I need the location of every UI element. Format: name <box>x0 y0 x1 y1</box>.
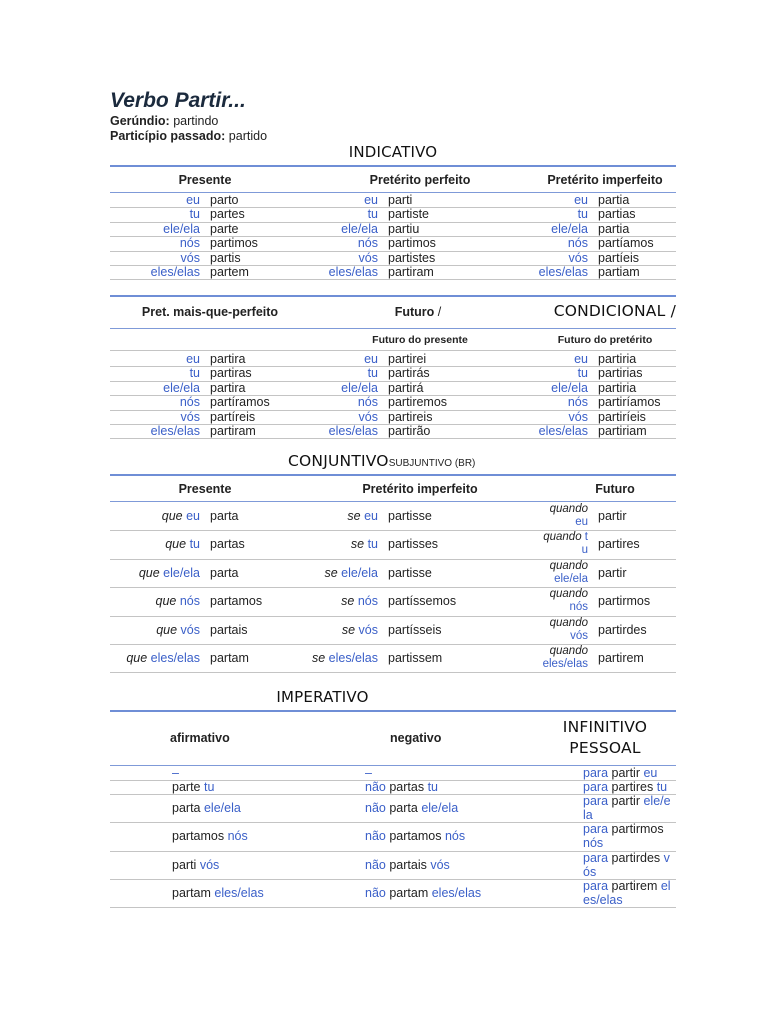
quando-line1 <box>510 560 588 573</box>
pronoun: ele/ela <box>163 565 200 580</box>
para-word: para <box>583 879 609 893</box>
infinitivo-line1 <box>583 822 678 836</box>
se-word: se <box>311 651 326 665</box>
empty-dash: – <box>172 766 179 780</box>
pronoun: eles/elas <box>328 651 378 665</box>
pronoun: vós <box>570 629 588 642</box>
pronoun-wrap: nós <box>583 836 604 850</box>
table-row <box>110 616 676 645</box>
infinitivo-title-line1: INFINITIVO <box>562 718 648 736</box>
verb-form: partas <box>389 780 425 794</box>
quando-line1 <box>510 503 588 516</box>
verb-form: partas <box>210 537 245 552</box>
pronoun: ele/ela <box>341 380 378 395</box>
que-pronoun <box>110 616 200 644</box>
table-row <box>110 822 676 852</box>
que-pronoun <box>110 587 200 615</box>
pronoun: eles/elas <box>538 424 588 438</box>
verb-form: partíramos <box>210 395 270 410</box>
verb-form: partamos <box>389 829 442 843</box>
pronoun: eu <box>364 352 378 366</box>
verb-form: partiríeis <box>598 409 646 424</box>
quando-pronoun <box>510 531 588 557</box>
table-row <box>110 766 676 781</box>
imperativo-header-negativo: negativo <box>390 731 442 745</box>
futuro-presente-subheader: Futuro do presente <box>372 334 468 346</box>
nao-word: não <box>365 780 386 794</box>
negativo-form <box>365 822 465 851</box>
pronoun: ele/ela <box>551 221 588 236</box>
pronoun: tu <box>427 780 439 794</box>
empty-dash: – <box>365 766 372 780</box>
se-pronoun <box>260 616 378 644</box>
pronoun: eu <box>574 352 588 366</box>
table-row <box>110 236 676 251</box>
para-word: para <box>583 851 609 865</box>
pronoun: vós <box>180 622 200 637</box>
pronoun: tu <box>203 780 215 794</box>
infinitivo-line1 <box>583 794 678 808</box>
pronoun: vós <box>358 409 378 424</box>
nao-word: não <box>365 858 386 872</box>
verb-form: partirmos <box>598 594 651 609</box>
quando-pronoun <box>510 560 588 586</box>
verb-form: partirdes <box>611 851 661 865</box>
table-row <box>110 410 676 425</box>
verb-form: partirá <box>388 380 424 395</box>
verb-form: partíamos <box>598 236 654 251</box>
table-row <box>110 366 676 381</box>
pronoun: vós <box>568 250 588 265</box>
verb-form: partamos <box>210 594 263 609</box>
table-row <box>110 502 676 531</box>
table-row <box>110 395 676 410</box>
se-word: se <box>341 594 355 609</box>
se-word: se <box>350 537 365 552</box>
pronoun: vós <box>199 858 220 872</box>
verb-form: partirás <box>388 366 430 381</box>
table-row <box>110 794 676 823</box>
verb-form: partires <box>598 537 640 552</box>
infinitivo-form <box>583 794 678 822</box>
nao-word: não <box>365 829 386 843</box>
table-row <box>110 222 676 237</box>
infinitivo-line1 <box>583 879 678 893</box>
infinitivo-form <box>583 780 678 794</box>
verb-form: partirmos <box>611 822 664 836</box>
futuro-header <box>378 305 458 319</box>
pronoun: tu <box>367 537 378 552</box>
pronoun: eu <box>574 193 588 207</box>
table-row <box>110 879 676 908</box>
para-word: para <box>583 780 609 794</box>
pronoun: tu <box>367 366 378 381</box>
indicativo-header-perfeito: Pretérito perfeito <box>369 173 471 187</box>
pronoun: eles/elas <box>150 651 200 665</box>
verb-form: partir <box>611 766 640 780</box>
quando-pronoun <box>510 645 588 671</box>
verb-form: partir <box>598 565 627 580</box>
pronoun-wrap: u <box>581 544 588 557</box>
infinitivo-form <box>583 879 678 907</box>
verb-form: partamos <box>172 829 225 843</box>
negativo-form <box>365 851 450 879</box>
quando-line1 <box>510 617 588 630</box>
table-row <box>110 424 676 439</box>
verb-form: partiria <box>598 352 637 366</box>
pronoun: ele/ela <box>163 380 200 395</box>
verb-form: partiriam <box>598 424 647 438</box>
verb-form: parti <box>388 193 413 207</box>
verb-form: partam <box>172 886 211 900</box>
conjuntivo-subtitle: SUBJUNTIVO (BR) <box>388 458 476 469</box>
que-pronoun <box>110 502 200 530</box>
pronoun: tu <box>189 366 200 381</box>
pronoun: tu <box>367 207 378 222</box>
nao-word: não <box>365 886 386 900</box>
pronoun: nós <box>567 395 588 410</box>
gerundio-label: Gerúndio: <box>110 114 170 128</box>
verb-form: partirias <box>598 366 643 381</box>
nao-word: não <box>365 801 386 815</box>
table-row <box>110 381 676 396</box>
pronoun: tu <box>189 537 200 552</box>
verb-form: partais <box>210 622 248 637</box>
table-row <box>110 587 676 616</box>
pronoun: nós <box>567 236 588 251</box>
conjuntivo-header-presente: Presente <box>178 482 232 496</box>
pronoun: eles/elas <box>150 265 200 279</box>
quando-word: quando <box>549 616 588 629</box>
table-row <box>110 644 676 673</box>
negativo-form <box>365 780 438 794</box>
verb-form: partimos <box>210 236 258 251</box>
table-row <box>110 530 676 559</box>
verb-form: partimos <box>388 236 436 251</box>
verb-form: parta <box>389 801 418 815</box>
afirmativo-form <box>172 851 219 879</box>
verb-form: partam <box>389 886 429 900</box>
que-pronoun <box>110 530 200 558</box>
verb-form: partirei <box>388 352 427 366</box>
afirmativo-form <box>172 879 264 907</box>
infinitivo-form <box>583 851 678 879</box>
verb-form: partisse <box>388 509 432 523</box>
verb-form: partis <box>210 250 241 265</box>
conjuntivo-rule <box>110 474 676 476</box>
futuro-top-rule <box>110 295 676 297</box>
infinitivo-form <box>583 766 678 780</box>
verb-form: partam <box>210 651 249 665</box>
table-row <box>110 265 676 280</box>
se-pronoun <box>260 502 378 530</box>
pronoun: nós <box>179 236 200 251</box>
verb-form: partisse <box>388 565 432 580</box>
indicativo-rule <box>110 165 676 167</box>
page-title: Verbo Partir... <box>110 89 246 112</box>
futuro-header-label: Futuro <box>394 305 435 319</box>
gerundio-value: partindo <box>173 114 219 128</box>
indicativo-title: INDICATIVO <box>348 143 438 161</box>
se-pronoun <box>260 530 378 558</box>
que-word: que <box>155 594 177 609</box>
pronoun: nós <box>227 829 248 843</box>
futuro-subheader-rule <box>110 350 676 351</box>
verb-form: partem <box>210 265 249 279</box>
participio-label: Particípio passado: <box>110 129 226 143</box>
conjuntivo-title: CONJUNTIVO <box>288 452 389 470</box>
pronoun: eu <box>186 509 200 523</box>
verb-form: partias <box>598 207 636 222</box>
futuro-preterito-subheader: Futuro do pretérito <box>557 334 653 346</box>
quando-word: quando <box>549 645 588 657</box>
pronoun: nós <box>179 594 200 609</box>
negativo-form <box>365 794 458 822</box>
pronoun: ele/ela <box>421 801 459 815</box>
indicativo-header-presente: Presente <box>178 173 232 187</box>
se-word: se <box>324 565 338 580</box>
table-row <box>110 780 676 795</box>
imperativo-title: IMPERATIVO <box>276 688 369 706</box>
para-word: para <box>583 822 609 836</box>
infinitivo-pessoal-title <box>540 717 670 759</box>
negativo-form <box>365 879 481 907</box>
infinitivo-form <box>583 822 678 850</box>
afirmativo-form <box>172 794 241 822</box>
se-pronoun <box>260 559 378 587</box>
pronoun: vós <box>180 250 200 265</box>
se-word: se <box>341 622 356 637</box>
pronoun: tu <box>656 780 668 794</box>
mais-que-perfeito-header: Pret. mais-que-perfeito <box>141 305 279 319</box>
quando-word: quando <box>549 503 588 515</box>
conjuntivo-header-imperfeito: Pretérito imperfeito <box>362 482 478 496</box>
verb-form: partísseis <box>388 622 442 637</box>
se-pronoun <box>260 587 378 615</box>
se-word: se <box>347 509 361 523</box>
pronoun: ele/e <box>643 794 671 808</box>
indicativo-section <box>110 143 676 163</box>
verb-form: partira <box>210 380 246 395</box>
verb-conjugation-page <box>110 88 676 907</box>
verb-form: partires <box>611 780 654 794</box>
verb-form: partiríamos <box>598 395 661 410</box>
participio-line <box>110 129 676 144</box>
que-word: que <box>161 509 183 523</box>
verb-form: partíssemos <box>388 594 457 609</box>
pronoun: eu <box>575 516 588 528</box>
pronoun: ele/ela <box>203 801 241 815</box>
pronoun: eles/elas <box>542 658 588 670</box>
quando-line1 <box>510 645 588 658</box>
conjuntivo-heading <box>288 452 475 471</box>
pronoun: vós <box>358 622 378 637</box>
pronoun: eles/elas <box>328 424 378 438</box>
quando-word: quando <box>543 531 582 544</box>
verb-form: partiu <box>388 221 420 236</box>
que-pronoun <box>110 644 200 672</box>
pronoun: ele/ela <box>554 572 588 585</box>
infinitivo-line1 <box>583 766 678 780</box>
pronoun: eles/elas <box>328 265 378 279</box>
pronoun: tu <box>189 207 200 222</box>
indicativo-header-imperfeito: Pretérito imperfeito <box>547 173 663 187</box>
quando-pronoun <box>510 503 588 529</box>
verb-form: partes <box>210 207 245 222</box>
pronoun: eles/elas <box>150 424 200 438</box>
para-word: para <box>583 794 609 808</box>
que-pronoun <box>110 559 200 587</box>
verb-form: partiram <box>210 424 256 438</box>
table-row <box>110 207 676 222</box>
pronoun: nós <box>357 236 378 251</box>
pronoun: nós <box>357 395 378 410</box>
verb-form: parte <box>210 221 239 236</box>
gerundio-line <box>110 114 676 129</box>
verb-form: partirdes <box>598 622 647 637</box>
verb-form: partisses <box>388 537 439 552</box>
conjuntivo-header-futuro: Futuro <box>595 482 635 496</box>
imperativo-rule <box>110 710 676 712</box>
pronoun: eu <box>364 509 378 523</box>
verb-form: parto <box>210 193 239 207</box>
table-row <box>110 559 676 588</box>
pronoun: eu <box>643 766 658 780</box>
verb-form: partireis <box>388 409 433 424</box>
futuro-header-slash: / <box>434 305 442 319</box>
que-word: que <box>138 565 160 580</box>
table-row <box>110 251 676 266</box>
condicional-title: CONDICIONAL / <box>553 302 676 320</box>
pronoun-wrap: es/elas <box>583 893 623 907</box>
pronoun: nós <box>569 601 588 614</box>
table-row <box>110 352 676 367</box>
que-word: que <box>156 622 178 637</box>
pronoun: ele/ela <box>341 221 378 236</box>
pronoun: nós <box>444 829 466 843</box>
pronoun: ele/ela <box>163 221 200 236</box>
infinitivo-line1 <box>583 780 678 794</box>
pronoun-wrap: la <box>583 808 593 822</box>
pronoun: v <box>663 851 670 865</box>
pronoun-wrap: ós <box>583 865 597 879</box>
que-word: que <box>165 537 187 552</box>
verb-form: parta <box>210 509 239 523</box>
pronoun: eles/elas <box>538 265 588 279</box>
pronoun: eles/elas <box>214 886 264 900</box>
verb-form: partir <box>611 794 640 808</box>
imperativo-header-afirmativo: afirmativo <box>170 731 230 745</box>
pronoun: eu <box>186 193 200 207</box>
pronoun: eu <box>186 352 200 366</box>
verb-form: partais <box>389 858 427 872</box>
quando-word: quando <box>549 559 588 572</box>
pronoun: tu <box>577 207 588 222</box>
verb-form: partíeis <box>598 250 639 265</box>
verb-form: partiam <box>598 265 640 279</box>
pronoun: ele/ela <box>551 380 588 395</box>
pronoun: nós <box>179 395 200 410</box>
verb-form: partissem <box>388 651 443 665</box>
pronoun: vós <box>180 409 200 424</box>
verb-form: parta <box>172 801 201 815</box>
verb-form: partia <box>598 221 630 236</box>
participio-value: partido <box>228 129 268 143</box>
pronoun: el <box>660 879 671 893</box>
pronoun: vós <box>358 250 378 265</box>
verb-form: partiram <box>388 265 434 279</box>
que-word: que <box>126 651 148 665</box>
verb-form: partirão <box>388 424 431 438</box>
para-word: para <box>583 766 609 780</box>
quando-pronoun <box>510 617 588 643</box>
pronoun: eles/elas <box>431 886 482 900</box>
infinitivo-title-line2: PESSOAL <box>569 739 641 757</box>
verb-form: partiste <box>388 207 429 222</box>
pronoun: eu <box>364 193 378 207</box>
verb-form: partira <box>210 352 246 366</box>
pronoun: tu <box>577 366 588 381</box>
quando-pronoun <box>510 588 588 614</box>
quando-line1 <box>510 531 588 544</box>
verb-form: parta <box>210 565 239 580</box>
verb-form: partiras <box>210 366 252 381</box>
se-pronoun <box>260 644 378 672</box>
quando-line1 <box>510 588 588 601</box>
afirmativo-form <box>172 780 214 794</box>
pronoun: t <box>584 531 588 544</box>
verb-form: partiria <box>598 380 637 395</box>
afirmativo-form <box>172 822 248 851</box>
verb-form: partíreis <box>210 409 256 424</box>
pronoun: nós <box>357 594 378 609</box>
verb-form: partistes <box>388 250 436 265</box>
verb-form: partiremos <box>388 395 448 410</box>
pronoun: vós <box>430 858 450 872</box>
verb-form: parti <box>172 858 197 872</box>
verb-form: partia <box>598 193 630 207</box>
futuro-header-rule <box>110 328 676 329</box>
pronoun: ele/ela <box>341 565 378 580</box>
verb-form: partirem <box>611 879 658 893</box>
table-row <box>110 193 676 208</box>
verb-form: partir <box>598 509 627 523</box>
quando-word: quando <box>549 588 588 601</box>
verb-form: parte <box>172 780 201 794</box>
pronoun: vós <box>568 409 588 424</box>
infinitivo-line1 <box>583 851 678 865</box>
table-row <box>110 851 676 880</box>
verb-form: partirem <box>598 651 644 665</box>
